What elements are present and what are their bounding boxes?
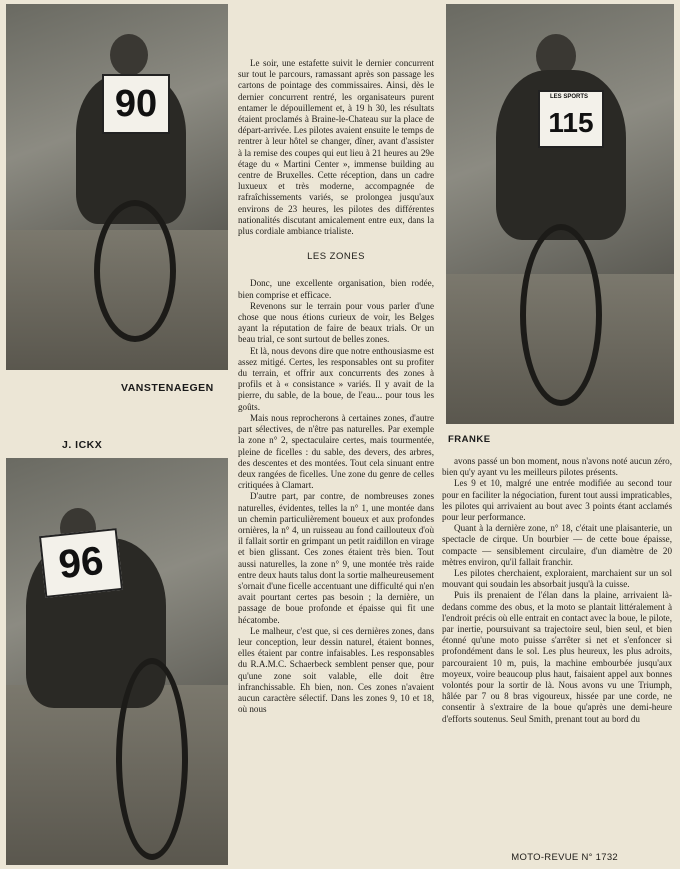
paragraph: Les 9 et 10, malgré une entrée modifiée au second tour pour en faciliter la négociation, furent tout aussi impraticables, les pilotes qui arrivaient au bout avec 3 points étant acclamés pour leur performance. [442, 478, 672, 523]
race-number-plate: 90 [102, 74, 170, 134]
paragraph: Le soir, une estafette suivit le dernier concurrent sur tout le parcours, ramassant après son passage les cartons de pointage des commissaires. Ainsi, dès le dernier concurrent rentré, les organisateurs purent entamer le dépouillement et, à 19 h 30, les résultats étaient proclamés à Braine-le-Chateau sur la place de départ-arrivée. Les pilotes avaient ensuite le temps de rentrer à leur hôtel se changer, dîner, avant d'assister à la remise des coupes qui eut lieu à 21 heures au 29e étage du « Martini Center », immense building au centre de Bruxelles. Cette réception, dans un cadre luxueux et très moderne, accompagnée de rafraîchissements variés, se prolongea jusqu'aux environs de 23 heures, les pilotes des différentes nationalités discutant amicalement entre eux, dans la plus cordiale ambiance trialiste. [238, 58, 434, 237]
paragraph: Les pilotes cherchaient, exploraient, marchaient sur un sol mouvant qui soudain les absorbait jusqu'à la cuisse. [442, 568, 672, 590]
paragraph: Et là, nous devons dire que notre enthousiasme est assez mitigé. Certes, les responsables ont su profiter du terrain, et offrir aux concurrents des zones à profils et à « consistance » variés. Il y avait de la pierre, du sable, de la boue, de l'eau... pour tous les goûts. [238, 345, 434, 412]
paragraph: Puis ils prenaient de l'élan dans la plaine, arrivaient là-dedans comme des obus, et la moto se plantait littéralement à l'endroit précis où elle entrait en contact avec la boue, le pilote, par inertie, poursuivant sa trajectoire seul, bien seul, et bien étonné qu'une moto puisse s'arrêter si net et s'enfoncer si profondément dans le sol. Les plus heureux, les plus adroits, parcouraient 10 m, puis, la machine embourbée jusqu'aux moyeux, voire beaucoup plus haut, faisaient appel aux bonnes volontés pour la sortir de là. Nous avons vu une Triumph, hâlée par 7 ou 8 bras vigoureux, hissée par une corde, ne consentir à s'extraire de la boue qu'après une demi-heure d'efforts soutenus. Seul Smith, prenant tout au bord du [442, 590, 672, 724]
photo-vanstenaegen [6, 4, 228, 370]
motorcycle-wheel [520, 224, 602, 406]
article-column-middle [238, 58, 434, 715]
race-number-plate: 96 [39, 528, 123, 598]
section-heading: LES ZONES [307, 251, 365, 263]
rider-head [110, 34, 148, 76]
motorcycle-wheel [94, 200, 176, 342]
page-footer: MOTO-REVUE N° 1732 [511, 852, 618, 863]
article-column-right [442, 456, 672, 725]
paragraph: D'autre part, par contre, de nombreuses zones naturelles, évidentes, telles la n° 1, une montée dans un chemin particulièrement boueux et aux profondes ornières, la n° 4, un ruisseau au fond caillouteux d'où il fallait sortir en grimpant un petit raidillon en virage et bien glissant. Ces zones étaient très bien. Tout aussi naturelles, la zone n° 9, une montée très raide entre deux hauts talus dont la sortie malheureusement s'ornait d'une ficelle accentuant une difficulté qui n'en avait pourtant certes pas besoin ; la dernière, un passage de boue profonde et épaisse qui fit une hécatombe. [238, 491, 434, 625]
paragraph: Mais nous reprocherons à certaines zones, d'autre part sélectives, de n'être pas naturelles. Par exemple la zone n° 2, spectaculaire certes, mais tourmentée, pleine de ficelles : du sable, des devers, des arbres, des descentes et des montées. Tout cela sinuant entre deux rangées de ficelles. Une zone du genre de celles critiquées à Clamart. [238, 412, 434, 491]
caption-ickx: J. ICKX [62, 439, 103, 451]
caption-franke: FRANKE [448, 434, 491, 445]
paragraph: Quant à la dernière zone, n° 18, c'était une plaisanterie, un spectacle de cirque. Un bourbier — de cette boue épaisse, compacte — sensiblement circulaire, d'un diamètre de 20 mètres environ, qu'il fallait franchir. [442, 523, 672, 567]
motorcycle-wheel [116, 658, 188, 860]
paragraph: Revenons sur le terrain pour vous parler d'une chose que nous étions curieux de voir, les Belges ayant la réputation de faire de beaux trials. Or un beau trial, ce sont surtout de belles zones. [238, 300, 434, 345]
race-number: 115 [548, 107, 594, 138]
caption-vanstenaegen: VANSTENAEGEN [121, 382, 214, 394]
paragraph: Le malheur, c'est que, si ces dernières zones, dans leur conception, leur dessin naturel, étaient bonnes, elles étaient par contre infaisables. Les responsables du R.A.M.C. Schaerbeck semblent penser que, pour qu'une zone soit valable, elle doit être infranchissable. Eh bien, non. Ces zones n'avaient aucun caractère sélectif. Dans les zones 9, 10 et 18, où nous [238, 625, 434, 715]
sponsor-label: LES SPORTS [549, 94, 588, 100]
paragraph: Donc, une excellente organisation, bien rodée, bien comprise et efficace. [238, 278, 434, 300]
paragraph: avons passé un bon moment, nous n'avons noté aucun zéro, bien qu'y ayant vu les meilleurs pilotes présents. [442, 456, 672, 478]
photo-ickx [6, 458, 228, 865]
photo-franke [446, 4, 674, 424]
